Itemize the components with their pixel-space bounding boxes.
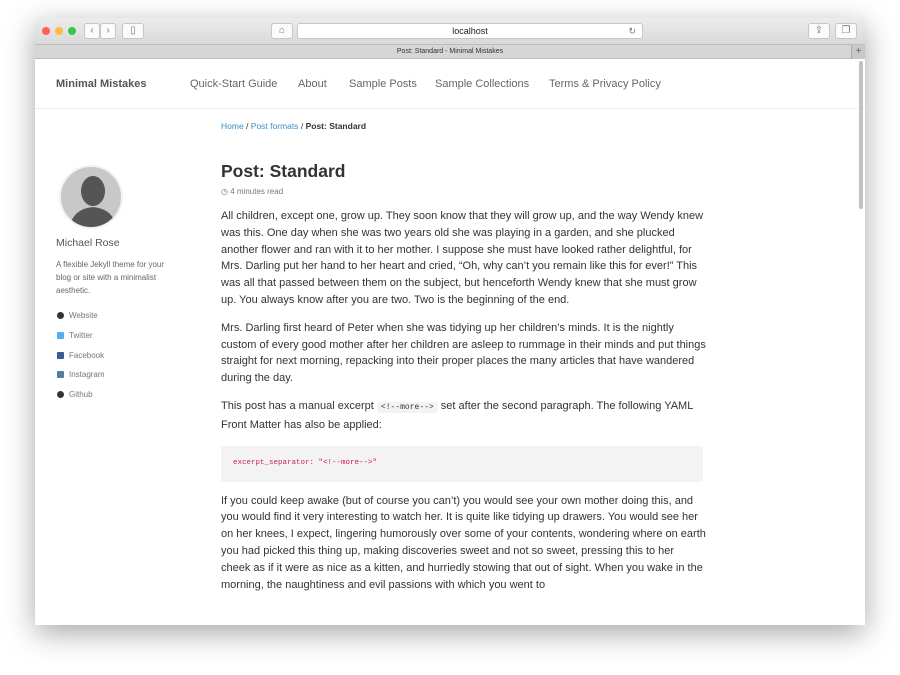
breadcrumb-home[interactable]: Home [221, 121, 244, 131]
paragraph: Mrs. Darling first heard of Peter when she was tidying up her children’s minds. It is the nightly custom of every good mother after her children are asleep to rummage in their minds and put things straight for next morning, repacking into their proper places the many articles that have wandered during the day. [221, 321, 706, 385]
nav-quick-start[interactable]: Quick-Start Guide [190, 78, 278, 90]
link-facebook[interactable] [57, 351, 105, 371]
text: set after the second paragraph. The following YAML Front Matter has also be applied: [221, 399, 693, 431]
home-icon[interactable]: ⌂ [271, 23, 293, 39]
maximize-button[interactable] [68, 27, 76, 35]
read-time [221, 187, 706, 196]
tabs-icon[interactable]: ❐ [835, 23, 857, 39]
instagram-icon [57, 371, 64, 378]
new-tab-icon[interactable]: + [851, 45, 865, 59]
breadcrumb-current: Post: Standard [305, 121, 367, 131]
nav-terms[interactable]: Terms & Privacy Policy [549, 78, 661, 90]
text: This post has a manual excerpt [221, 399, 377, 412]
github-icon [57, 391, 64, 398]
facebook-icon [57, 352, 64, 359]
link-twitter[interactable] [57, 331, 105, 351]
address-bar[interactable] [297, 23, 643, 39]
link-label: Github [69, 390, 93, 400]
clock-icon: ◷ [221, 187, 228, 196]
twitter-icon [57, 332, 64, 339]
person-silhouette-icon [61, 167, 123, 229]
link-label: Twitter [69, 330, 93, 340]
link-website[interactable] [57, 311, 105, 331]
sidebar-icon[interactable]: ▯ [122, 23, 144, 39]
globe-icon [57, 312, 64, 319]
separator: / [298, 121, 306, 131]
tab-bar [35, 45, 865, 59]
back-icon[interactable]: ‹ [84, 23, 100, 39]
code-block [221, 446, 703, 482]
paragraph [221, 398, 706, 434]
page-viewport [35, 59, 865, 624]
url-text: localhost [452, 26, 488, 36]
breadcrumb-section[interactable]: Post formats [250, 121, 299, 131]
paragraph: If you could keep awake (but of course you can’t) you would see your own mother doing this, and you would find it very interesting to watch her. It is quite like tidying up drawers. You would see her on her knees, I expect, lingering humorously over some of your contents, wondering where on earth you had picked this thing up, making discoveries sweet and not so sweet, pressing this to her cheek as if it were as nice as a kitten, and hurriedly stowing that out of sight. When you wake in the morning, the naughtiness and evil passions with which you went to [221, 494, 706, 591]
link-instagram[interactable] [57, 370, 105, 390]
code-key: excerpt_separator: [233, 458, 319, 467]
author-name: Michael Rose [56, 237, 120, 249]
tab-title[interactable]: Post: Standard - Minimal Mistakes [396, 48, 504, 55]
code-value: "<!--more-->" [318, 458, 378, 467]
paragraph: All children, except one, grow up. They soon know that they will grow up, and the way Wendy knew was this. One day when she was two years old she was playing in a garden, and she plucked another flower and ran with it to her mother. I suppose she must have looked rather delightful, for Mrs. Darling put her hand to her heart and cried, “Oh, why can’t you remain like this for ever!” This was all that passed between them on the subject, but henceforth Wendy knew that she must grow up. You always know after you are two. Two is the beginning of the end. [221, 210, 704, 306]
link-github[interactable] [57, 390, 105, 410]
browser-toolbar [35, 18, 865, 45]
close-button[interactable] [42, 27, 50, 35]
masthead [35, 59, 865, 109]
minimize-button[interactable] [55, 27, 63, 35]
inline-code: <!--more--> [377, 402, 438, 413]
site-title[interactable]: Minimal Mistakes [56, 78, 147, 90]
share-icon[interactable]: ⇪ [808, 23, 830, 39]
author-links [57, 311, 105, 410]
page-title: Post: Standard [221, 161, 346, 181]
forward-icon[interactable]: › [100, 23, 116, 39]
author-bio: A flexible Jekyll theme for your blog or site with a minimalist aesthetic. [56, 260, 165, 295]
browser-window [35, 18, 865, 625]
nav-sample-collections[interactable]: Sample Collections [435, 78, 530, 90]
separator: / [243, 121, 251, 131]
reload-icon[interactable]: ↻ [628, 26, 636, 36]
link-label: Instagram [69, 370, 105, 380]
breadcrumb [221, 121, 366, 131]
avatar [59, 165, 123, 229]
nav-about[interactable]: About [298, 78, 327, 90]
scrollbar[interactable] [859, 61, 863, 209]
read-time-text: 4 minutes read [230, 187, 284, 196]
post-content [221, 161, 706, 593]
link-label: Facebook [69, 350, 105, 360]
link-label: Website [69, 311, 98, 320]
nav-sample-posts[interactable]: Sample Posts [349, 78, 417, 90]
